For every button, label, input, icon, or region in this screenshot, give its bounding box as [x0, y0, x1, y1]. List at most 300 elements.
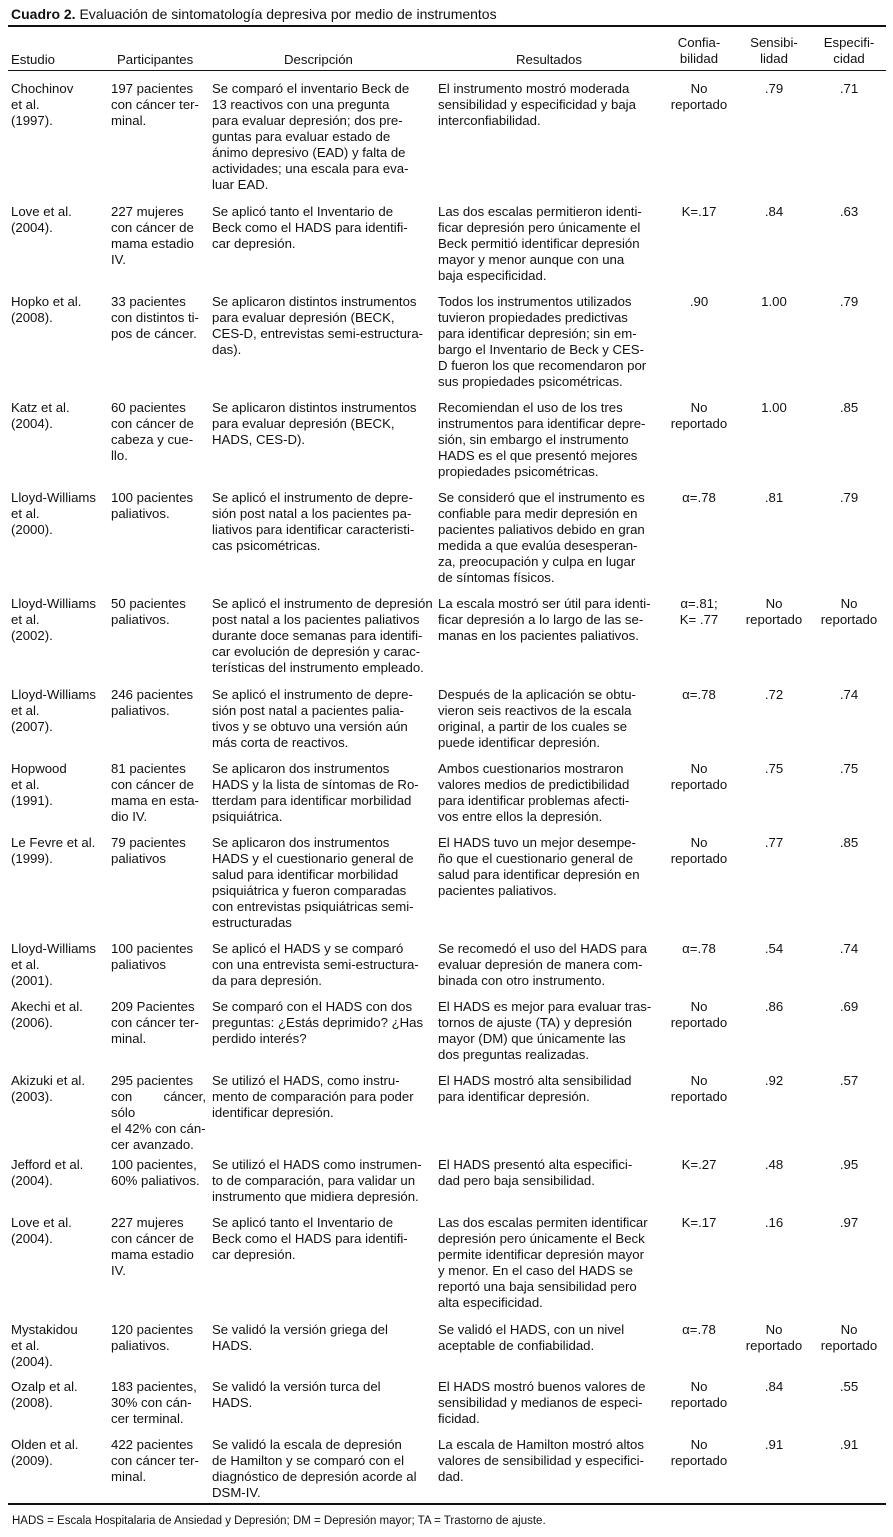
cell-line: Beck como el HADS para identifi- — [212, 1231, 408, 1246]
cell-line: Ambos cuestionarios mostraron — [438, 761, 624, 776]
cell-line: reportado — [745, 1338, 803, 1353]
cell-line: No — [690, 400, 708, 415]
cell-resultados — [438, 1157, 658, 1189]
cell-line: .55 — [839, 1379, 859, 1394]
cell-descripcion — [212, 999, 433, 1047]
cell-line: 81 pacientes — [111, 761, 186, 776]
cell-line: reportado — [670, 1453, 728, 1468]
cell-estudio — [11, 1073, 107, 1105]
cell-especificidad — [812, 1157, 886, 1173]
cell-line: .84 — [764, 204, 784, 219]
header-especificidad-line: Especifi- — [823, 35, 875, 50]
cell-estudio — [11, 761, 107, 809]
cell-line: Beck permitió identificar depresión — [438, 236, 640, 251]
cell-descripcion — [212, 490, 433, 554]
cell-participantes — [111, 941, 206, 973]
cell-line: HADS y el cuestionario general de — [212, 851, 414, 866]
cell-line: dad pero baja sensibilidad. — [438, 1173, 595, 1188]
cell-descripcion — [212, 941, 433, 989]
cell-line: reportado — [670, 416, 728, 431]
cell-line: 100 pacientes, — [111, 1157, 197, 1172]
cell-resultados — [438, 1379, 658, 1427]
cell-line: de síntomas físicos. — [438, 570, 555, 585]
cell-line: IV. — [111, 252, 126, 267]
cell-descripcion — [212, 1157, 433, 1205]
cell-confiabilidad — [662, 400, 736, 432]
cell-descripcion — [212, 294, 433, 358]
cell-line: paliativos. — [111, 1338, 170, 1353]
cell-line: car depresión. — [212, 1247, 296, 1262]
cell-line: valores medios de predictibilidad — [438, 777, 630, 792]
cell-sensibilidad — [738, 490, 810, 506]
cell-estudio — [11, 941, 107, 989]
cell-line: No — [765, 1322, 783, 1337]
top-rule — [8, 25, 886, 27]
cell-line: tterdam para identificar morbilidad — [212, 793, 412, 808]
cell-line: paliativos. — [111, 703, 170, 718]
cell-line: .74 — [839, 941, 859, 956]
cell-line: minal. — [111, 1031, 147, 1046]
cell-line: (2008). — [11, 1395, 53, 1410]
cell-line: ánimo depresivo (EAD) y falta de — [212, 145, 406, 160]
cell-line: reportado — [670, 777, 728, 792]
cell-line: Se aplicó tanto el Inventario de — [212, 204, 394, 219]
cell-line: identificar depresión. — [212, 1105, 334, 1120]
cell-line: Se utilizó el HADS, como instru- — [212, 1073, 400, 1088]
footnote: HADS = Escala Hospitalaria de Ansiedad y Depresión; DM = Depresión mayor; TA = Trastorno de ajuste. — [12, 1515, 546, 1527]
cell-line: Se aplicó el instrumento de depre- — [212, 687, 413, 702]
cell-line: α=.78 — [682, 490, 716, 505]
cell-descripcion — [212, 1437, 433, 1501]
header-confiabilidad-line: bilidad — [679, 51, 719, 66]
cell-line: .48 — [764, 1157, 784, 1172]
cell-line: Se aplicaron dos instrumentos — [212, 835, 390, 850]
cell-line: El HADS presentó alta especifici- — [438, 1157, 633, 1172]
cell-line: salud para identificar depresión en — [438, 867, 640, 882]
cell-confiabilidad — [662, 1322, 736, 1338]
cell-confiabilidad — [662, 941, 736, 957]
cell-line: paliativos — [111, 851, 166, 866]
cell-line: tivos y se obtuvo una versión aún — [212, 719, 408, 734]
header-participantes: Participantes — [117, 52, 194, 67]
cell-line: paliativos. — [111, 612, 170, 627]
cell-line: Después de la aplicación se obtu- — [438, 687, 636, 702]
cell-line: estructuradas — [212, 915, 292, 930]
cell-line: con entrevistas psiquiátricas semi- — [212, 899, 414, 914]
cell-line: Se comparó con el HADS con dos — [212, 999, 413, 1014]
cell-line: et al. — [11, 97, 40, 112]
cell-line: con cáncer, sólo — [111, 1089, 206, 1120]
cell-line: car evolución de depresión y carac- — [212, 644, 421, 659]
cell-sensibilidad — [738, 204, 810, 220]
cell-line: (2003). — [11, 1089, 53, 1104]
cell-especificidad — [812, 81, 886, 97]
cell-line: .92 — [764, 1073, 784, 1088]
header-confiabilidad — [662, 35, 736, 67]
cell-line: tuvieron propiedades predictivas — [438, 310, 628, 325]
cell-line: La escala mostró ser útil para identi- — [438, 596, 651, 611]
cell-line: reportado — [670, 851, 728, 866]
cell-line: confiable para medir depresión en — [438, 506, 638, 521]
cell-line: puede identificar depresión. — [438, 735, 601, 750]
cell-descripcion — [212, 596, 433, 676]
cell-resultados — [438, 941, 658, 989]
cell-line: reportó una baja sensibilidad pero — [438, 1279, 637, 1294]
cell-line: .57 — [839, 1073, 859, 1088]
cell-line: Se validó la escala de depresión — [212, 1437, 402, 1452]
cell-resultados — [438, 490, 658, 586]
cell-line: .63 — [839, 204, 859, 219]
cell-line: α=.78 — [682, 941, 716, 956]
cell-line: HADS, CES-D). — [212, 432, 306, 447]
cell-especificidad — [812, 1322, 886, 1354]
header-confiabilidad-line: Confia- — [677, 35, 721, 50]
cell-line: 120 pacientes — [111, 1322, 194, 1337]
cell-sensibilidad — [738, 835, 810, 851]
cell-participantes — [111, 835, 206, 867]
cell-line: psiquiátrica. — [212, 809, 283, 824]
cell-line: salud para identificar morbilidad — [212, 867, 399, 882]
header-resultados: Resultados — [516, 52, 582, 67]
cell-line: para evaluar depresión; dos pre- — [212, 113, 403, 128]
cell-line: et al. — [11, 777, 40, 792]
cell-line: .91 — [764, 1437, 784, 1452]
cell-line: K=.17 — [681, 1215, 717, 1230]
cell-line: minal. — [111, 1469, 147, 1484]
cell-line: 1.00 — [761, 400, 787, 415]
cell-sensibilidad — [738, 1157, 810, 1173]
cell-line: binada con otro instrumento. — [438, 973, 606, 988]
cell-line: No — [690, 835, 708, 850]
cell-line: terísticas del instrumento empleado. — [212, 660, 424, 675]
cell-line: La escala de Hamilton mostró altos — [438, 1437, 644, 1452]
cell-line: mama en esta- — [111, 793, 199, 808]
cell-line: 183 pacientes, — [111, 1379, 197, 1394]
cell-participantes — [111, 204, 206, 268]
cell-line: ficar depresión pero únicamente el — [438, 220, 641, 235]
cell-line: evaluar depresión de manera com- — [438, 957, 643, 972]
cell-descripcion — [212, 1215, 433, 1263]
cell-line: reportado — [820, 612, 878, 627]
cell-line: Ozalp et al. — [11, 1379, 78, 1394]
cell-especificidad — [812, 400, 886, 416]
cell-line: con cáncer de — [111, 220, 194, 235]
cell-line: vos entre ellos la depresión. — [438, 809, 603, 824]
cell-line: reportado — [820, 1338, 878, 1353]
cell-line: (1997). — [11, 113, 53, 128]
cell-line: Hopko et al. — [11, 294, 82, 309]
cell-confiabilidad — [662, 1157, 736, 1173]
cell-line: K=.17 — [681, 204, 717, 219]
cell-line: alta especificidad. — [438, 1295, 543, 1310]
cell-line: con cáncer ter- — [111, 1453, 199, 1468]
cell-line: pacientes paliativos. — [438, 883, 557, 898]
cell-resultados — [438, 400, 658, 480]
cell-participantes — [111, 81, 206, 129]
cell-line: sión post natal a los pacientes pa- — [212, 506, 412, 521]
cell-line: para evaluar depresión (BECK, — [212, 310, 395, 325]
cell-sensibilidad — [738, 1322, 810, 1354]
cell-estudio — [11, 294, 107, 326]
cell-especificidad — [812, 1215, 886, 1231]
cell-line: No — [690, 81, 708, 96]
cell-line: (1999). — [11, 851, 53, 866]
cell-line: α=.81; — [680, 596, 718, 611]
cell-especificidad — [812, 490, 886, 506]
cell-line: .84 — [764, 1379, 784, 1394]
cell-line: 50 pacientes — [111, 596, 186, 611]
cell-line: cer terminal. — [111, 1411, 184, 1426]
cell-line: Akechi et al. — [11, 999, 83, 1014]
cell-descripcion — [212, 400, 433, 448]
cell-line: .72 — [764, 687, 784, 702]
cell-line: HADS. — [212, 1338, 253, 1353]
cell-resultados — [438, 1215, 658, 1311]
cell-line: pacientes paliativos debido en gran — [438, 522, 645, 537]
cell-line: No — [840, 1322, 858, 1337]
cell-line: D fueron los que recomendaron por — [438, 358, 647, 373]
cell-descripcion — [212, 81, 433, 193]
cell-line: tornos de ajuste (TA) y depresión — [438, 1015, 632, 1030]
cell-line: cas psicométricas. — [212, 538, 321, 553]
bottom-rule — [8, 1503, 886, 1505]
cell-especificidad — [812, 941, 886, 957]
cell-estudio — [11, 687, 107, 735]
cell-estudio — [11, 1379, 107, 1411]
cell-line: aceptable de confiabilidad. — [438, 1338, 595, 1353]
cell-participantes — [111, 1073, 206, 1153]
cell-line: No — [765, 596, 783, 611]
cell-line: (2004). — [11, 1173, 53, 1188]
cell-resultados — [438, 204, 658, 284]
cell-line: et al. — [11, 703, 40, 718]
cell-line: con cáncer ter- — [111, 1015, 199, 1030]
cell-line: No — [840, 596, 858, 611]
cell-especificidad — [812, 1073, 886, 1089]
cell-line: HADS y la lista de síntomas de Ro- — [212, 777, 419, 792]
cell-line: sensibilidad y medianos de especi- — [438, 1395, 643, 1410]
cell-line: original, a partir de los cuales se — [438, 719, 628, 734]
cell-line: (2002). — [11, 628, 53, 643]
cell-line: sus propiedades psicométricas. — [438, 374, 623, 389]
cell-line: cer avanzado. — [111, 1137, 194, 1152]
cell-sensibilidad — [738, 1379, 810, 1395]
cell-line: 1.00 — [761, 294, 787, 309]
cell-line: 100 pacientes — [111, 941, 194, 956]
cell-line: reportado — [670, 1395, 728, 1410]
cell-line: .54 — [764, 941, 784, 956]
cell-estudio — [11, 204, 107, 236]
cell-line: .97 — [839, 1215, 859, 1230]
cell-line: 13 reactivos con una pregunta — [212, 97, 390, 112]
cell-line: Mystakidou — [11, 1322, 78, 1337]
cell-estudio — [11, 1215, 107, 1247]
cell-line: α=.78 — [682, 687, 716, 702]
cell-estudio — [11, 835, 107, 867]
cell-resultados — [438, 761, 658, 825]
cell-line: Se aplicó el instrumento de depre- — [212, 490, 413, 505]
cell-line: mayor y menor aunque con una — [438, 252, 625, 267]
cell-line: Se validó el HADS, con un nivel — [438, 1322, 625, 1337]
cell-line: .79 — [764, 81, 784, 96]
cell-line: et al. — [11, 506, 40, 521]
header-sensibilidad — [738, 35, 810, 67]
cell-confiabilidad — [662, 835, 736, 867]
cell-descripcion — [212, 204, 433, 252]
table-caption — [11, 5, 497, 23]
cell-line: No — [690, 761, 708, 776]
cell-line: dio IV. — [111, 809, 148, 824]
cell-line: Se aplicó el HADS y se comparó — [212, 941, 404, 956]
cell-line: Se aplicaron distintos instrumentos — [212, 400, 417, 415]
cell-line: interconfiabilidad. — [438, 113, 541, 128]
cell-resultados — [438, 596, 658, 644]
cell-estudio — [11, 400, 107, 432]
cell-confiabilidad — [662, 204, 736, 220]
cell-line: et al. — [11, 957, 40, 972]
cell-line: para identificar problemas afecti- — [438, 793, 630, 808]
cell-line: minal. — [111, 113, 147, 128]
cell-line: instrumentos para identificar depre- — [438, 416, 646, 431]
cell-line: depresión pero únicamente el Beck — [438, 1231, 645, 1246]
cell-line: 422 pacientes — [111, 1437, 194, 1452]
cell-line: paliativos. — [111, 506, 170, 521]
cell-line: paliativos — [111, 957, 166, 972]
cell-line: za, preocupación y culpa en lugar — [438, 554, 636, 569]
cell-line: reportado — [670, 97, 728, 112]
cell-line: reportado — [670, 1089, 728, 1104]
cell-estudio — [11, 999, 107, 1031]
cell-line: ficar depresión a lo largo de las se- — [438, 612, 644, 627]
cell-line: Lloyd-Williams — [11, 490, 96, 505]
cell-line: DSM-IV. — [212, 1485, 261, 1500]
cell-descripcion — [212, 1073, 433, 1121]
cell-participantes — [111, 1157, 206, 1189]
cell-especificidad — [812, 294, 886, 310]
cell-sensibilidad — [738, 941, 810, 957]
cell-line: HADS es el que presentó mejores — [438, 448, 638, 463]
cell-line: post natal a los pacientes paliativos — [212, 612, 420, 627]
cell-line: Todos los instrumentos utilizados — [438, 294, 632, 309]
cell-line: et al. — [11, 1338, 40, 1353]
cell-line: (2001). — [11, 973, 53, 988]
cell-line: Se aplicó el instrumento de depresión — [212, 596, 433, 611]
cell-estudio — [11, 1322, 107, 1370]
cell-line: Akizuki et al. — [11, 1073, 86, 1088]
cell-line: Se comparó el inventario Beck de — [212, 81, 410, 96]
cell-line: diagnóstico de depresión acorde al — [212, 1469, 417, 1484]
cell-line: El HADS mostró buenos valores de — [438, 1379, 646, 1394]
cell-line: liativos para identificar caracteristi- — [212, 522, 415, 537]
cell-line: et al. — [11, 612, 40, 627]
cell-line: El HADS es mejor para evaluar tras- — [438, 999, 652, 1014]
cell-line: instrumento que midiera depresión. — [212, 1189, 419, 1204]
cell-line: ficidad. — [438, 1411, 480, 1426]
cell-participantes — [111, 1379, 206, 1427]
cell-especificidad — [812, 687, 886, 703]
cell-line: .77 — [764, 835, 784, 850]
cell-line: sión, sin embargo el instrumento — [438, 432, 629, 447]
cell-line: Hopwood — [11, 761, 67, 776]
cell-line: cabeza y cue- — [111, 432, 194, 447]
cell-especificidad — [812, 999, 886, 1015]
cell-line: perdido interés? — [212, 1031, 307, 1046]
cell-line: El instrumento mostró moderada — [438, 81, 630, 96]
cell-line: 79 pacientes — [111, 835, 186, 850]
cell-sensibilidad — [738, 1073, 810, 1089]
cell-line: α=.78 — [682, 1322, 716, 1337]
cell-line: .86 — [764, 999, 784, 1014]
cell-confiabilidad — [662, 687, 736, 703]
header-especificidad — [812, 35, 886, 67]
cell-line: con cáncer de — [111, 777, 194, 792]
cell-line: .95 — [839, 1157, 859, 1172]
cell-line: dad. — [438, 1469, 464, 1484]
cell-line: .71 — [839, 81, 859, 96]
cell-line: dos preguntas realizadas. — [438, 1047, 590, 1062]
cell-sensibilidad — [738, 294, 810, 310]
cell-descripcion — [212, 1379, 433, 1411]
cell-resultados — [438, 687, 658, 751]
cell-resultados — [438, 1437, 658, 1485]
cell-estudio — [11, 1437, 107, 1469]
cell-line: Lloyd-Williams — [11, 596, 96, 611]
cell-line: car depresión. — [212, 236, 296, 251]
cell-line: luar EAD. — [212, 177, 269, 192]
cell-line: con cáncer de — [111, 1231, 194, 1246]
cell-line: propiedades psicométricas. — [438, 464, 599, 479]
cell-line: .75 — [839, 761, 859, 776]
cell-confiabilidad — [662, 999, 736, 1031]
cell-line: El HADS tuvo un mejor desempe- — [438, 835, 636, 850]
cell-line: con una entrevista semi-estructura- — [212, 957, 419, 972]
cell-line: para identificar depresión; sin em- — [438, 326, 637, 341]
cell-line: 197 pacientes — [111, 81, 194, 96]
cell-participantes — [111, 294, 206, 342]
cell-line: Se validó la versión turca del — [212, 1379, 381, 1394]
cell-line: HADS. — [212, 1395, 253, 1410]
cell-line: .85 — [839, 835, 859, 850]
cell-especificidad — [812, 761, 886, 777]
cell-resultados — [438, 294, 658, 390]
cell-line: Se consideró que el instrumento es — [438, 490, 645, 505]
cell-resultados — [438, 1322, 658, 1354]
cell-sensibilidad — [738, 1437, 810, 1453]
cell-line: .79 — [839, 294, 859, 309]
cell-line: Se recomedó el uso del HADS para — [438, 941, 647, 956]
cell-line: medida a que evalúa desesperan- — [438, 538, 638, 553]
cell-line: vieron seis reactivos de la escala — [438, 703, 632, 718]
cell-line: reportado — [745, 612, 803, 627]
cell-line: Love et al. — [11, 1215, 72, 1230]
cell-participantes — [111, 1437, 206, 1485]
cell-line: K=.27 — [681, 1157, 717, 1172]
cell-line: con cáncer de — [111, 416, 194, 431]
header-sensibilidad-line: lidad — [760, 51, 788, 66]
cell-participantes — [111, 761, 206, 825]
cell-line: Se aplicaron distintos instrumentos — [212, 294, 417, 309]
cell-line: .85 — [839, 400, 859, 415]
cell-line: 295 pacientes — [111, 1073, 194, 1088]
cell-line: con distintos ti- — [111, 310, 199, 325]
cell-line: para evaluar depresión (BECK, — [212, 416, 395, 431]
cell-line: Lloyd-Williams — [11, 941, 96, 956]
cell-line: sión post natal a pacientes palia- — [212, 703, 405, 718]
cell-estudio — [11, 596, 107, 644]
cell-line: mayor (DM) que únicamente las — [438, 1031, 626, 1046]
cell-line: .69 — [839, 999, 859, 1014]
cell-line: 60% paliativos. — [111, 1173, 200, 1188]
